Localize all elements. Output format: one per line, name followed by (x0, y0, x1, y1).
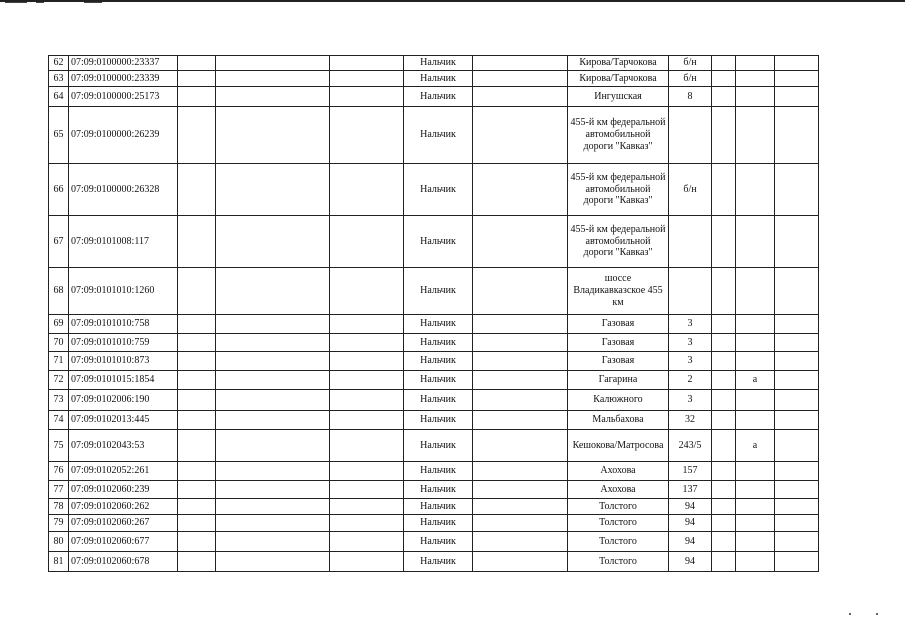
empty-cell (178, 107, 216, 164)
city-cell: Нальчик (404, 56, 473, 71)
row-number: 63 (49, 71, 69, 87)
empty-cell (473, 499, 568, 515)
empty-cell (216, 268, 330, 315)
house-number-cell (669, 268, 712, 315)
empty-cell (473, 268, 568, 315)
empty-cell (330, 515, 404, 532)
street-cell: Ахохова (568, 462, 669, 481)
empty-cell (178, 71, 216, 87)
register-table (48, 55, 819, 572)
empty-cell (473, 71, 568, 87)
street-cell: Кирова/Тарчокова (568, 56, 669, 71)
empty-cell (330, 56, 404, 71)
street-cell: Мальбахова (568, 411, 669, 430)
empty-cell (216, 56, 330, 71)
house-number-cell: 32 (669, 411, 712, 430)
row-number: 78 (49, 499, 69, 515)
street-cell: Газовая (568, 334, 669, 352)
scan-mark (5, 2, 27, 3)
house-number-cell: 94 (669, 499, 712, 515)
cadastral-number: 07:09:0101010:873 (69, 352, 178, 371)
empty-cell (216, 499, 330, 515)
empty-cell (330, 71, 404, 87)
empty-cell (178, 315, 216, 334)
empty-cell (216, 481, 330, 499)
empty-cell (473, 462, 568, 481)
empty-cell (775, 499, 819, 515)
cadastral-number: 07:09:0102006:190 (69, 390, 178, 411)
empty-cell (178, 268, 216, 315)
letter-cell (736, 515, 775, 532)
street-cell: Кешокова/Матросова (568, 430, 669, 462)
table-row (49, 71, 819, 87)
cadastral-number: 07:09:0101008:117 (69, 216, 178, 268)
table-row (49, 315, 819, 334)
empty-cell (712, 268, 736, 315)
row-number: 70 (49, 334, 69, 352)
city-cell: Нальчик (404, 216, 473, 268)
street-cell: Толстого (568, 499, 669, 515)
table-row (49, 411, 819, 430)
table-row (49, 87, 819, 107)
empty-cell (178, 481, 216, 499)
empty-cell (216, 164, 330, 216)
house-number-cell: 94 (669, 552, 712, 572)
empty-cell (775, 334, 819, 352)
empty-cell (330, 532, 404, 552)
empty-cell (712, 164, 736, 216)
table-row (49, 56, 819, 71)
empty-cell (178, 515, 216, 532)
empty-cell (775, 268, 819, 315)
row-number: 71 (49, 352, 69, 371)
table-row (49, 371, 819, 390)
row-number: 74 (49, 411, 69, 430)
city-cell: Нальчик (404, 515, 473, 532)
house-number-cell: 3 (669, 315, 712, 334)
city-cell: Нальчик (404, 352, 473, 371)
empty-cell (712, 315, 736, 334)
house-number-cell: 3 (669, 390, 712, 411)
cadastral-number: 07:09:0102060:267 (69, 515, 178, 532)
empty-cell (178, 430, 216, 462)
empty-cell (330, 352, 404, 371)
letter-cell (736, 552, 775, 572)
table-row (49, 390, 819, 411)
empty-cell (473, 315, 568, 334)
empty-cell (216, 462, 330, 481)
house-number-cell: 94 (669, 515, 712, 532)
empty-cell (178, 462, 216, 481)
empty-cell (330, 430, 404, 462)
table-row (49, 334, 819, 352)
empty-cell (216, 552, 330, 572)
row-number: 64 (49, 87, 69, 107)
empty-cell (216, 315, 330, 334)
cadastral-number: 07:09:0102060:677 (69, 532, 178, 552)
empty-cell (216, 515, 330, 532)
row-number: 67 (49, 216, 69, 268)
street-cell: Газовая (568, 315, 669, 334)
row-number: 72 (49, 371, 69, 390)
street-cell: 455-й км федеральной автомобильной дороги "Кавказ" (568, 164, 669, 216)
scan-mark (36, 2, 44, 3)
cadastral-number: 07:09:0102060:239 (69, 481, 178, 499)
empty-cell (473, 216, 568, 268)
city-cell: Нальчик (404, 334, 473, 352)
empty-cell (216, 411, 330, 430)
empty-cell (216, 87, 330, 107)
empty-cell (216, 390, 330, 411)
empty-cell (775, 532, 819, 552)
cadastral-number: 07:09:0100000:26328 (69, 164, 178, 216)
cadastral-number: 07:09:0100000:25173 (69, 87, 178, 107)
empty-cell (178, 371, 216, 390)
empty-cell (775, 164, 819, 216)
house-number-cell (669, 107, 712, 164)
empty-cell (712, 481, 736, 499)
house-number-cell (669, 216, 712, 268)
letter-cell (736, 499, 775, 515)
row-number: 76 (49, 462, 69, 481)
empty-cell (473, 164, 568, 216)
letter-cell: а (736, 371, 775, 390)
empty-cell (330, 268, 404, 315)
empty-cell (775, 56, 819, 71)
street-cell: 455-й км федеральной автомобильной дороги "Кавказ" (568, 216, 669, 268)
empty-cell (178, 56, 216, 71)
city-cell: Нальчик (404, 532, 473, 552)
city-cell: Нальчик (404, 499, 473, 515)
empty-cell (712, 462, 736, 481)
row-number: 81 (49, 552, 69, 572)
empty-cell (712, 371, 736, 390)
city-cell: Нальчик (404, 315, 473, 334)
city-cell: Нальчик (404, 268, 473, 315)
empty-cell (473, 411, 568, 430)
table-row (49, 430, 819, 462)
street-cell: 455-й км федеральной автомобильной дороги "Кавказ" (568, 107, 669, 164)
empty-cell (775, 71, 819, 87)
empty-cell (712, 87, 736, 107)
empty-cell (775, 430, 819, 462)
empty-cell (330, 462, 404, 481)
empty-cell (775, 552, 819, 572)
row-number: 75 (49, 430, 69, 462)
letter-cell (736, 352, 775, 371)
empty-cell (775, 515, 819, 532)
letter-cell (736, 71, 775, 87)
empty-cell (330, 334, 404, 352)
empty-cell (216, 430, 330, 462)
empty-cell (473, 390, 568, 411)
empty-cell (178, 216, 216, 268)
cadastral-number: 07:09:0101010:758 (69, 315, 178, 334)
empty-cell (473, 430, 568, 462)
house-number-cell: 3 (669, 334, 712, 352)
empty-cell (330, 107, 404, 164)
empty-cell (473, 552, 568, 572)
cadastral-number: 07:09:0101015:1854 (69, 371, 178, 390)
empty-cell (216, 107, 330, 164)
letter-cell (736, 268, 775, 315)
house-number-cell: 3 (669, 352, 712, 371)
letter-cell (736, 56, 775, 71)
empty-cell (775, 411, 819, 430)
page-top-border (0, 0, 905, 2)
empty-cell (712, 532, 736, 552)
letter-cell (736, 334, 775, 352)
house-number-cell: 8 (669, 87, 712, 107)
house-number-cell: 243/5 (669, 430, 712, 462)
empty-cell (330, 390, 404, 411)
empty-cell (473, 56, 568, 71)
cadastral-number: 07:09:0100000:23339 (69, 71, 178, 87)
empty-cell (473, 352, 568, 371)
empty-cell (775, 87, 819, 107)
letter-cell (736, 462, 775, 481)
city-cell: Нальчик (404, 390, 473, 411)
empty-cell (216, 71, 330, 87)
cadastral-number: 07:09:0101010:1260 (69, 268, 178, 315)
house-number-cell: 2 (669, 371, 712, 390)
row-number: 80 (49, 532, 69, 552)
row-number: 66 (49, 164, 69, 216)
empty-cell (178, 552, 216, 572)
table-row (49, 532, 819, 552)
house-number-cell: б/н (669, 71, 712, 87)
empty-cell (330, 411, 404, 430)
empty-cell (712, 352, 736, 371)
cadastral-number: 07:09:0102060:678 (69, 552, 178, 572)
city-cell: Нальчик (404, 552, 473, 572)
empty-cell (473, 515, 568, 532)
empty-cell (178, 352, 216, 371)
empty-cell (216, 216, 330, 268)
empty-cell (178, 411, 216, 430)
scan-mark (84, 2, 102, 3)
table-row (49, 352, 819, 371)
scan-dot (849, 613, 851, 615)
table-row (49, 268, 819, 315)
empty-cell (712, 552, 736, 572)
empty-cell (712, 390, 736, 411)
city-cell: Нальчик (404, 481, 473, 499)
table-row (49, 164, 819, 216)
street-cell: Толстого (568, 532, 669, 552)
city-cell: Нальчик (404, 107, 473, 164)
house-number-cell: 157 (669, 462, 712, 481)
empty-cell (330, 216, 404, 268)
empty-cell (775, 390, 819, 411)
letter-cell (736, 411, 775, 430)
table-row (49, 462, 819, 481)
empty-cell (775, 216, 819, 268)
empty-cell (473, 107, 568, 164)
row-number: 69 (49, 315, 69, 334)
table-row (49, 107, 819, 164)
letter-cell (736, 87, 775, 107)
letter-cell (736, 481, 775, 499)
empty-cell (178, 164, 216, 216)
empty-cell (473, 371, 568, 390)
city-cell: Нальчик (404, 430, 473, 462)
house-number-cell: 94 (669, 532, 712, 552)
letter-cell (736, 532, 775, 552)
empty-cell (473, 87, 568, 107)
row-number: 68 (49, 268, 69, 315)
empty-cell (712, 56, 736, 71)
city-cell: Нальчик (404, 462, 473, 481)
letter-cell (736, 216, 775, 268)
empty-cell (330, 499, 404, 515)
table-row (49, 552, 819, 572)
letter-cell (736, 107, 775, 164)
empty-cell (330, 315, 404, 334)
city-cell: Нальчик (404, 371, 473, 390)
street-cell: Кирова/Тарчокова (568, 71, 669, 87)
empty-cell (216, 532, 330, 552)
empty-cell (775, 462, 819, 481)
empty-cell (775, 352, 819, 371)
cadastral-number: 07:09:0100000:26239 (69, 107, 178, 164)
empty-cell (216, 334, 330, 352)
empty-cell (712, 515, 736, 532)
empty-cell (330, 552, 404, 572)
empty-cell (216, 352, 330, 371)
row-number: 73 (49, 390, 69, 411)
empty-cell (330, 481, 404, 499)
letter-cell (736, 164, 775, 216)
empty-cell (178, 532, 216, 552)
street-cell: Ингушская (568, 87, 669, 107)
letter-cell: а (736, 430, 775, 462)
empty-cell (178, 87, 216, 107)
empty-cell (473, 334, 568, 352)
empty-cell (712, 430, 736, 462)
empty-cell (775, 107, 819, 164)
row-number: 79 (49, 515, 69, 532)
cadastral-number: 07:09:0101010:759 (69, 334, 178, 352)
empty-cell (178, 334, 216, 352)
letter-cell (736, 315, 775, 334)
street-cell: Толстого (568, 515, 669, 532)
empty-cell (712, 107, 736, 164)
city-cell: Нальчик (404, 411, 473, 430)
empty-cell (712, 411, 736, 430)
street-cell: Толстого (568, 552, 669, 572)
scan-dot (876, 613, 878, 615)
empty-cell (712, 216, 736, 268)
empty-cell (712, 71, 736, 87)
cadastral-number: 07:09:0102052:261 (69, 462, 178, 481)
empty-cell (712, 334, 736, 352)
register-table-body (49, 56, 819, 572)
cadastral-number: 07:09:0102043:53 (69, 430, 178, 462)
street-cell: Калюжного (568, 390, 669, 411)
empty-cell (330, 87, 404, 107)
street-cell: шоссе Владикавказское 455 км (568, 268, 669, 315)
empty-cell (775, 371, 819, 390)
empty-cell (178, 499, 216, 515)
empty-cell (330, 371, 404, 390)
city-cell: Нальчик (404, 71, 473, 87)
street-cell: Газовая (568, 352, 669, 371)
letter-cell (736, 390, 775, 411)
empty-cell (216, 371, 330, 390)
empty-cell (775, 315, 819, 334)
street-cell: Гагарина (568, 371, 669, 390)
empty-cell (712, 499, 736, 515)
row-number: 65 (49, 107, 69, 164)
city-cell: Нальчик (404, 164, 473, 216)
cadastral-number: 07:09:0102013:445 (69, 411, 178, 430)
empty-cell (178, 390, 216, 411)
empty-cell (473, 481, 568, 499)
empty-cell (473, 532, 568, 552)
city-cell: Нальчик (404, 87, 473, 107)
empty-cell (775, 481, 819, 499)
table-row (49, 515, 819, 532)
table-row (49, 499, 819, 515)
row-number: 62 (49, 56, 69, 71)
row-number: 77 (49, 481, 69, 499)
house-number-cell: б/н (669, 56, 712, 71)
street-cell: Ахохова (568, 481, 669, 499)
table-row (49, 481, 819, 499)
empty-cell (330, 164, 404, 216)
cadastral-number: 07:09:0102060:262 (69, 499, 178, 515)
house-number-cell: 137 (669, 481, 712, 499)
cadastral-number: 07:09:0100000:23337 (69, 56, 178, 71)
table-row (49, 216, 819, 268)
house-number-cell: б/н (669, 164, 712, 216)
